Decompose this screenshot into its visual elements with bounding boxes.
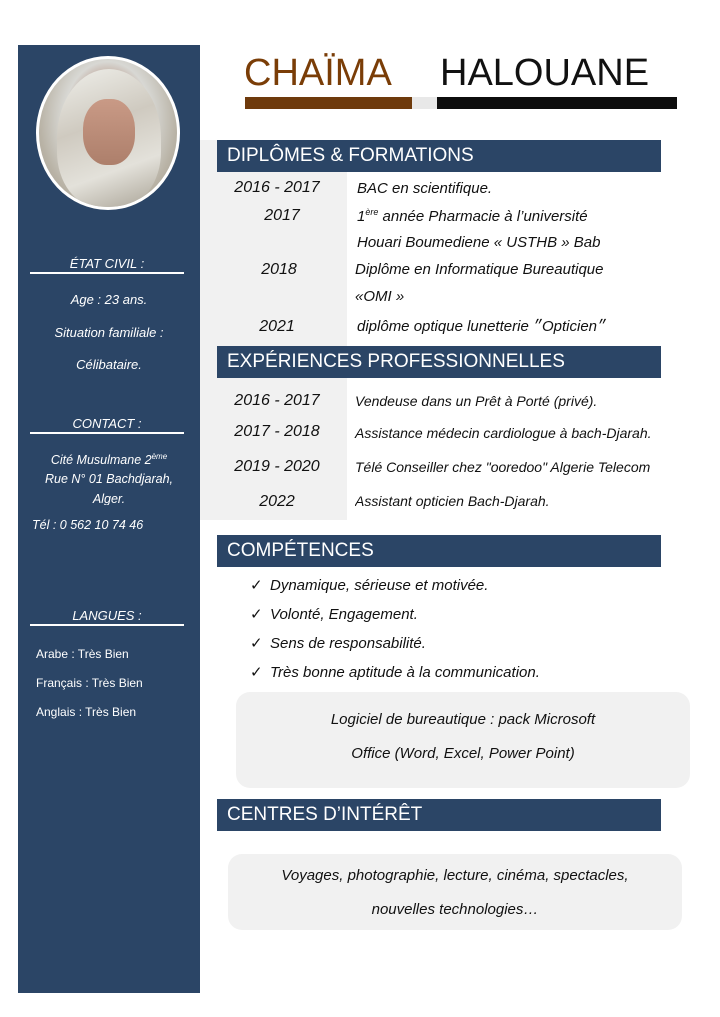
diploma-desc-sup: ère: [365, 207, 379, 217]
language-item: Arabe : Très Bien: [36, 647, 129, 661]
skill-text: Volonté, Engagement.: [270, 606, 418, 623]
address-line1-sup: ème: [151, 452, 168, 461]
diplomes-heading: DIPLÔMES & FORMATIONS: [217, 140, 661, 172]
diploma-desc-line2: Houari Boumediene « USTHB » Bab: [357, 234, 601, 251]
experience-desc: Télé Conseiller chez "ooredoo" Algerie Telecom: [355, 459, 651, 475]
check-icon: ✓: [250, 606, 263, 623]
interests-box: [228, 854, 682, 930]
interests-line1: Voyages, photographie, lecture, cinéma, spectacles,: [281, 867, 629, 884]
experience-desc: Assistance médecin cardiologue à bach-Djarah.: [355, 425, 652, 441]
software-box: [236, 692, 690, 788]
name-underline-brown: [245, 97, 412, 109]
name-underline-black: [437, 97, 677, 109]
photo-face: [83, 99, 135, 165]
interests-line2: nouvelles technologies…: [371, 901, 539, 918]
diploma-desc: [357, 207, 588, 225]
software-line2: Office (Word, Excel, Power Point): [351, 745, 575, 762]
name-underline-gap: [412, 97, 437, 109]
experiences-heading: EXPÉRIENCES PROFESSIONNELLES: [217, 346, 661, 378]
check-icon: ✓: [250, 664, 263, 681]
langues-heading: LANGUES :: [30, 608, 184, 626]
competences-heading: COMPÉTENCES: [217, 535, 661, 567]
diploma-desc-rest: année Pharmacie à l’université: [378, 208, 588, 225]
diploma-desc-line2: «OMI »: [355, 288, 405, 305]
profile-photo: [36, 56, 180, 210]
skill-item: [250, 605, 418, 623]
last-name: HALOUANE: [440, 52, 650, 94]
language-item: Anglais : Très Bien: [36, 705, 137, 719]
skill-item: [250, 663, 540, 681]
contact-address-line1: [18, 447, 200, 470]
diploma-year: 2017: [264, 207, 300, 224]
language-item: Français : Très Bien: [36, 676, 143, 690]
experience-year: 2016 - 2017: [234, 392, 320, 409]
skill-item: [250, 576, 488, 594]
diploma-desc: diplôme optique lunetterie ״Opticien״: [357, 318, 607, 335]
first-name: CHAÏMA: [244, 52, 392, 94]
experience-year: 2019 - 2020: [234, 458, 320, 475]
contact-address-line2: Rue N° 01 Bachdjarah,: [45, 472, 173, 486]
diploma-desc: Diplôme en Informatique Bureautique: [355, 261, 604, 278]
diploma-desc-main: 1: [357, 208, 366, 225]
situation-value: Célibataire.: [76, 357, 142, 372]
check-icon: ✓: [250, 577, 263, 594]
experience-desc: Assistant opticien Bach-Djarah.: [355, 493, 550, 509]
diploma-year: 2016 - 2017: [234, 179, 320, 196]
skill-item: [250, 634, 426, 652]
contact-phone: Tél : 0 562 10 74 46: [32, 518, 144, 532]
contact-address-line3: Alger.: [92, 492, 126, 505]
etat-civil-heading: ÉTAT CIVIL :: [30, 256, 184, 274]
check-icon: ✓: [250, 635, 263, 652]
experience-year: 2022: [259, 493, 295, 510]
software-line1: Logiciel de bureautique : pack Microsoft: [330, 711, 596, 728]
address-line1-main: Cité Musulmane 2: [50, 453, 152, 468]
diploma-year: 2021: [259, 318, 295, 335]
skill-text: Très bonne aptitude à la communication.: [270, 664, 540, 681]
interets-heading: CENTRES D’INTÉRÊT: [217, 799, 661, 831]
skill-text: Sens de responsabilité.: [270, 635, 426, 652]
diploma-year: 2018: [261, 261, 297, 278]
age-text: Age : 23 ans.: [70, 292, 148, 307]
skill-text: Dynamique, sérieuse et motivée.: [270, 577, 489, 594]
contact-heading: CONTACT :: [30, 416, 184, 434]
diploma-desc: BAC en scientifique.: [357, 180, 493, 197]
situation-label: Situation familiale :: [54, 325, 164, 340]
experience-year: 2017 - 2018: [234, 423, 320, 440]
experience-desc: Vendeuse dans un Prêt à Porté (privé).: [355, 393, 598, 409]
